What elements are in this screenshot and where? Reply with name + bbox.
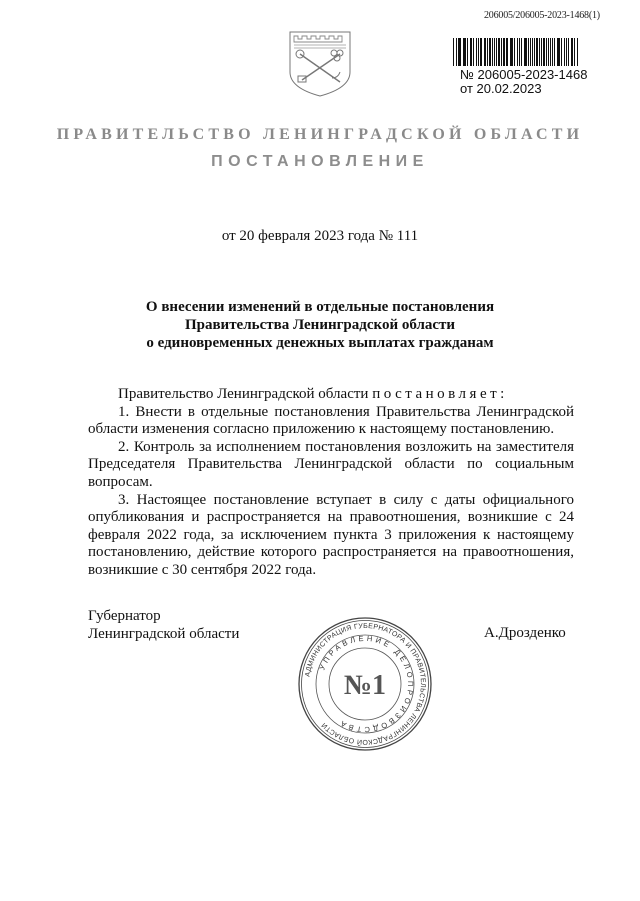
registration-stamp [460,68,587,96]
intro-text: Правительство Ленинградской области [118,386,373,402]
body-item-1: 1. Внести в отдельные постановления Правительства Ленинградской области изменения согласно приложению к настоящему постановлению. [88,403,574,438]
signatory-name: А.Дрозденко [484,625,566,641]
subject-line: Правительства Ленинградской области [184,317,456,333]
body-item-2: 2. Контроль за исполнением постановления возложить на заместителя Председателя Правительства Ленинградской области по социальным вопросам. [88,438,574,490]
intro-decree-word: постановляет: [372,386,508,402]
resolution-subject [0,298,640,352]
stamp-inner-text: УПРАВЛЕНИЕ ДЕЛОПРОИЗВОДСТВА [317,633,416,735]
resolution-date-number: от 20 февраля 2023 года № 111 [221,228,419,244]
coat-of-arms-icon [284,28,356,98]
government-title: ПРАВИТЕЛЬСТВО ЛЕНИНГРАДСКОЙ ОБЛАСТИ [56,126,584,143]
registration-reference: 206005/206005-2023-1468(1) [484,10,600,21]
body-intro [88,386,574,404]
barcode [453,38,579,66]
signatory-region: Ленинградской области [88,626,240,642]
stamp-center-number: №1 [343,670,387,701]
registration-number: № 206005-2023-1468 [460,67,588,82]
subject-line: о единовременных денежных выплатах гражданам [146,335,494,351]
body-item-3: 3. Настоящее постановление вступает в силу с даты официального опубликования и распространяется на правоотношения, возникшие с 24 февраля 2022 года, за исключением пункта 3 приложения к настоящему постановлению, действие которого распространяется на правоотношения, возникшие с 30 сентября 2022 года. [88,491,574,578]
official-stamp-icon [297,616,433,752]
signatory-title [88,607,239,643]
document-type: ПОСТАНОВЛЕНИЕ [211,153,429,170]
resolution-body [88,386,574,580]
subject-line: О внесении изменений в отдельные постановления [145,299,495,315]
signatory-position: Губернатор [88,608,161,624]
registration-date: от 20.02.2023 [460,81,542,96]
stamp-outer-text: АДМИНИСТРАЦИЯ ГУБЕРНАТОРА И ПРАВИТЕЛЬСТВА ЛЕНИНГРАДСКОЙ ОБЛАСТИ [304,622,427,746]
